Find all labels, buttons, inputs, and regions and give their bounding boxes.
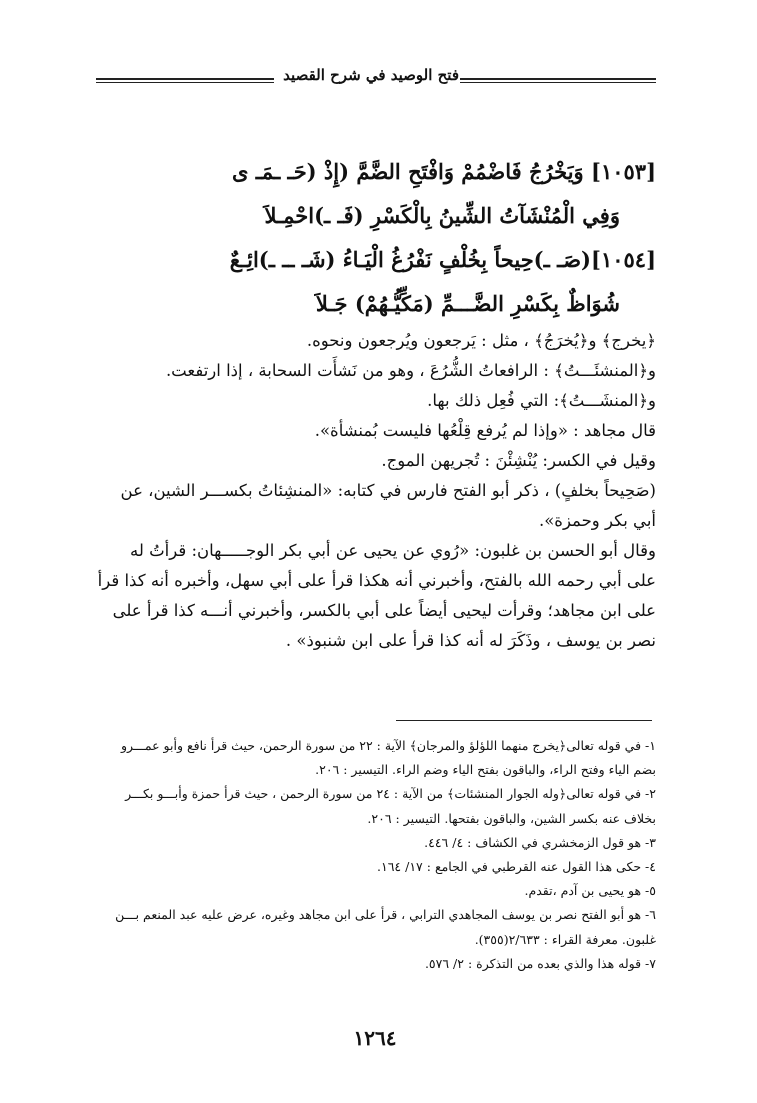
footnote: ٢- في قوله تعالى﴿وله الجوار المنشئات﴾ من الآية : ٢٤ من سورة الرحمن ، حيث قرأ حمزة وأبـــو بكـــر بخلاف عنه بكسر الشين، والباقون بفتحها. التيسير : ٢٠٦. — [125, 786, 656, 826]
verse-line: [١٠٥٣] وَيَخْرُجُ فَاضْمُمْ وَافْتَحِ الضَّمَّ (إِذْ (حَـ ـمَـ ى — [232, 159, 656, 184]
commentary-paragraph: و﴿المنشئَـــتُ﴾ : الرافعاتُ الشُّرُعَ ، وهو من نَشأَت السحابة ، إذا ارتفعت. — [165, 361, 656, 380]
commentary-paragraph: (صَحِيحاً بخلفٍ) ، ذكر أبو الفتح فارس في كتابه: «المنشِئاتُ بكســـر الشين، عن أبي بكر وحمزة». — [120, 481, 656, 530]
commentary-paragraph: و﴿المنشَـــتُ﴾: التي فُعِل ذلك بها. — [427, 391, 656, 410]
page-number: ١٢٦٤ — [353, 1026, 397, 1050]
verse-line: [١٠٥٤](صَـ ـ)حِيحاً بِخُلْفٍ نَفْرُغُ الْيَـاءُ (شَـ ــ ـ)ائِـعٌ — [229, 247, 656, 272]
footnote-separator — [396, 720, 652, 721]
commentary-paragraph: وقيل في الكسر: يُنْشِئْنَ : تُجريهن الموج. — [381, 451, 656, 470]
footnote: ٦- هو أبو الفتح نصر بن يوسف المجاهدي الترابي ، قرأ على ابن مجاهد وغيره، عرض عليه عبد المنعم بـــن غلبون. معرفة القراء : ٢/٦٣٣(٣٥٥). — [115, 907, 656, 947]
header-rule-left — [96, 78, 274, 83]
footnote: ٣- هو قول الزمخشري في الكشاف : ٤/ ٤٤٦. — [424, 834, 656, 850]
footnote: ٤- حكى هذا القول عنه القرطبي في الجامع : ١٧/ ١٦٤. — [377, 859, 656, 875]
commentary-paragraph: ﴿يخرج﴾ و﴿يُخرَجُ﴾ ، مثل : يَرجعون ويُرجعون ونحوه. — [306, 331, 656, 350]
footnote: ٥- هو يحيى بن آدم ،تقدم. — [524, 883, 656, 899]
footnote: ٧- قوله هذا والذي بعده من التذكرة : ٢/ ٥٧٦. — [424, 955, 656, 971]
verse-line: شُوَاظٌ بِكَسْرِ الضَّـــمِّ (مَكِّيُّـهُمْ) جَـلاَ — [315, 291, 620, 316]
main-text — [96, 150, 656, 656]
verse-line: وَفِي الْمُنْشَآتُ الشِّينُ بِالْكَسْرِ (فَـ ـ)احْمِـلاَ — [264, 203, 620, 228]
running-header — [96, 56, 656, 96]
footnotes — [96, 734, 656, 976]
commentary-paragraph: وقال أبو الحسن بن غلبون: «رُوي عن يحيى عن أبي بكر الوجـــــهان: قرأتُ له على أبي رحمه الله بالفتح، وأخبرني أنه هكذا قرأ على أبي سهل، وأخبره أنه كذا قرأ على ابن مجاهد؛ وقرأت ليحيى أيضاً على أبي بالكسر، وأخبرني أنـــه كذا قرأ على نصر بن يوسف ، وذَكَرَ له أنه كذا قرأ على ابن شنبوذ» . — [97, 541, 656, 650]
footnote: ١- في قوله تعالى﴿يخرج منهما اللؤلؤ والمرجان﴾ الآية : ٢٢ من سورة الرحمن، حيث قرأ نافع وأبو عمـــرو بضم الياء وفتح الراء، والباقون بفتح الياء وضم الراء. التيسير : ٢٠٦. — [120, 738, 656, 778]
header-title: فتح الوصيد في شرح القصيد — [283, 66, 459, 84]
commentary-paragraph: قال مجاهد : «وإذا لم يُرفع قِلْعُها فليست بُمنشأة». — [314, 421, 656, 440]
header-rule-right — [460, 78, 656, 83]
